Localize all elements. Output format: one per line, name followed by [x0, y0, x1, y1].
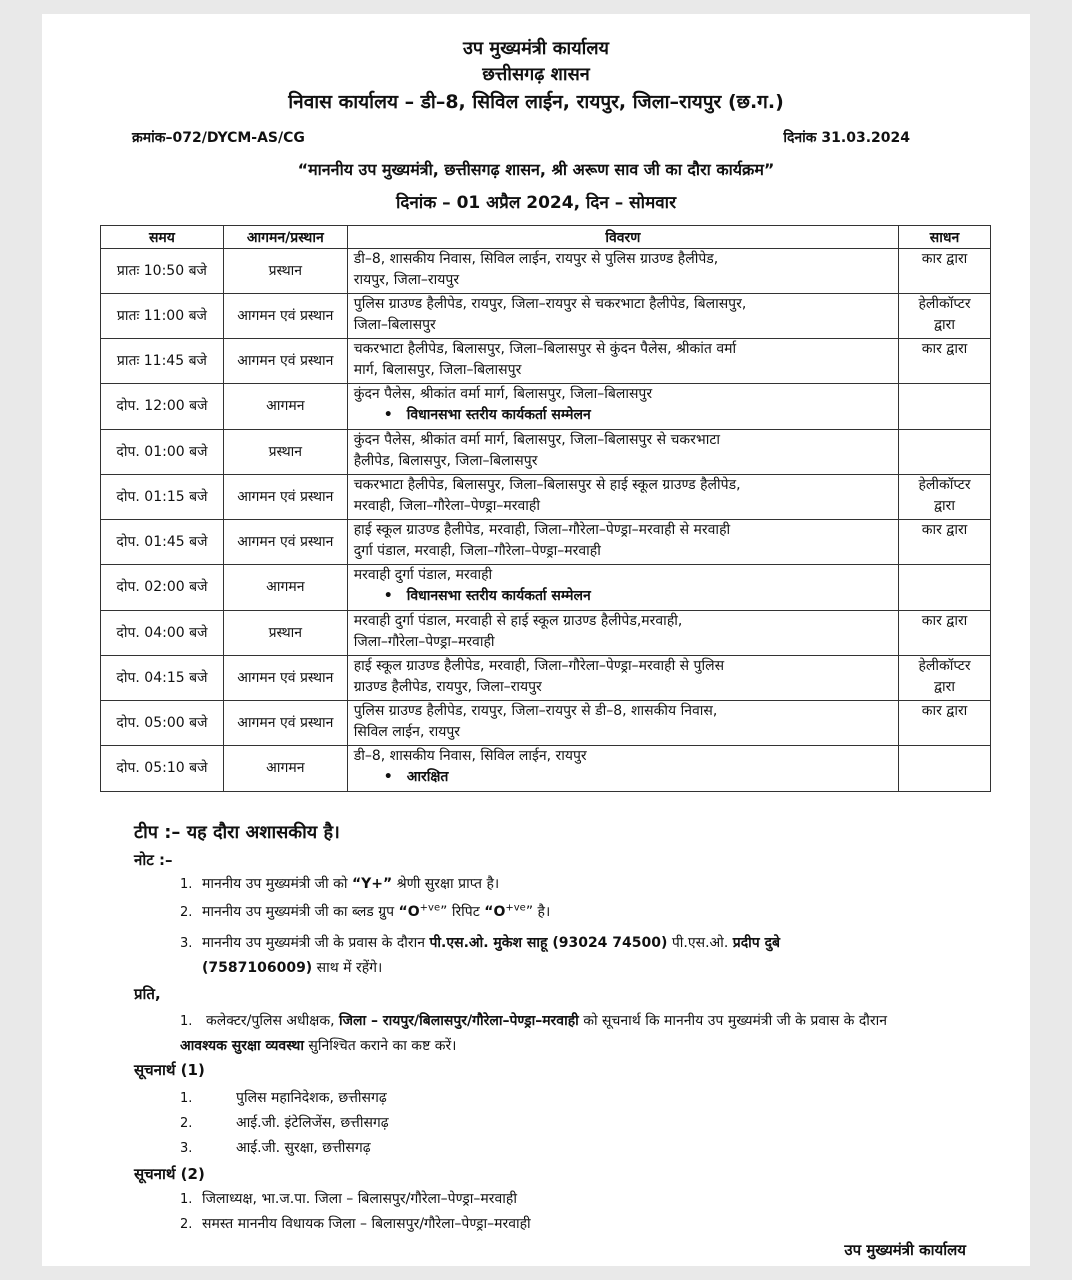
- column-header-mode: साधन: [899, 226, 991, 249]
- details-line: हाई स्कूल ग्राउण्ड हैलीपेड, मरवाही, जिला–गौरेला–पेण्ड्रा–मरवाही से मरवाही: [353, 522, 731, 538]
- details-line: सिविल लाईन, रायपुर: [353, 724, 461, 740]
- reference-row: [132, 128, 910, 147]
- details-line: कुंदन पैलेस, श्रीकांत वर्मा मार्ग, बिलासपुर, जिला–बिलासपुर से चकरभाटा: [353, 432, 720, 448]
- info1-heading: सूचनार्थ (1): [134, 1061, 205, 1079]
- details-line: मार्ग, बिलासपुर, जिला–बिलासपुर: [353, 362, 522, 378]
- mode-cell: [899, 611, 991, 656]
- event-note: • आरक्षित: [354, 767, 894, 788]
- mode-cell: [899, 656, 991, 701]
- time-cell: प्रातः 11:00 बजे: [101, 294, 224, 339]
- note-item: 1. माननीय उप मुख्यमंत्री जी को “Y+” श्रेणी सुरक्षा प्राप्त है।: [180, 876, 500, 892]
- table-row: [101, 475, 991, 520]
- schedule-table: [100, 225, 991, 792]
- mode-line: कार द्वारा: [921, 522, 968, 538]
- table-row: [101, 656, 991, 701]
- table-row: [101, 701, 991, 746]
- reference-number: क्रमांक–072/DYCM-AS/CG: [132, 130, 305, 146]
- column-header-time: समय: [101, 226, 224, 249]
- details-line: मरवाही दुर्गा पंडाल, मरवाही से हाई स्कूल ग्राउण्ड हैलीपेड,मरवाही,: [353, 613, 683, 629]
- mode-cell: [899, 294, 991, 339]
- details-line: हाई स्कूल ग्राउण्ड हैलीपेड, मरवाही, जिला–गौरेला–पेण्ड्रा–मरवाही से पुलिस: [353, 658, 725, 674]
- time-cell: प्रातः 11:45 बजे: [101, 339, 224, 384]
- info1-item: 1. पुलिस महानिदेशक, छत्तीसगढ़: [180, 1090, 387, 1106]
- table-row: [101, 520, 991, 565]
- details-line: मरवाही, जिला–गौरेला–पेण्ड्रा–मरवाही: [353, 498, 540, 514]
- action-cell: आगमन एवं प्रस्थान: [223, 701, 347, 746]
- program-title: “माननीय उप मुख्यमंत्री, छत्तीसगढ़ शासन, श्री अरूण साव जी का दौरा कार्यक्रम”: [297, 160, 775, 179]
- time-cell: दोप. 04:00 बजे: [101, 611, 224, 656]
- info1-item: 3. आई.जी. सुरक्षा, छत्तीसगढ़: [180, 1140, 371, 1156]
- details-cell: [347, 294, 898, 339]
- table-row: [101, 384, 991, 430]
- details-line: चकरभाटा हैलीपेड, बिलासपुर, जिला–बिलासपुर से कुंदन पैलेस, श्रीकांत वर्मा: [353, 341, 737, 357]
- time-cell: दोप. 02:00 बजे: [101, 565, 224, 611]
- mode-cell: [899, 701, 991, 746]
- note-item: 3. माननीय उप मुख्यमंत्री जी के प्रवास के दौरान पी.एस.ओ. मुकेश साहू (93024 74500) पी.एस.ओ. प्रदीप दुबे (7587106009) साथ में रहेंगे।: [180, 935, 781, 976]
- time-cell: दोप. 05:10 बजे: [101, 746, 224, 792]
- action-cell: आगमन: [223, 746, 347, 792]
- copy-to-item: 1. कलेक्टर/पुलिस अधीक्षक, जिला – रायपुर/बिलासपुर/गौरेला–पेण्ड्रा–मरवाही को सूचनार्थ कि माननीय उप मुख्यमंत्री जी के प्रवास के दौरान आवश्यक सुरक्षा व्यवस्था सुनिश्चित कराने का कष्ट करें।: [180, 1013, 888, 1054]
- mode-cell: [899, 339, 991, 384]
- mode-cell: [899, 430, 991, 475]
- details-cell: [347, 520, 898, 565]
- details-line: मरवाही दुर्गा पंडाल, मरवाही: [353, 567, 493, 583]
- details-cell: [347, 746, 898, 792]
- mode-cell: [899, 746, 991, 792]
- column-header-details: विवरण: [347, 226, 898, 249]
- document-page: [42, 14, 1030, 1266]
- table-header-row: [101, 226, 991, 249]
- tip-text: टीप :– यह दौरा अशासकीय है।: [134, 822, 340, 843]
- mode-line: द्वारा: [934, 317, 956, 333]
- action-cell: प्रस्थान: [223, 611, 347, 656]
- table-row: [101, 294, 991, 339]
- event-note: • विधानसभा स्तरीय कार्यकर्ता सम्मेलन: [354, 405, 894, 426]
- details-line: चकरभाटा हैलीपेड, बिलासपुर, जिला–बिलासपुर से हाई स्कूल ग्राउण्ड हैलीपेड,: [353, 477, 741, 493]
- details-line: डी–8, शासकीय निवास, सिविल लाईन, रायपुर: [353, 748, 587, 764]
- table-row: [101, 249, 991, 294]
- mode-line: द्वारा: [934, 679, 956, 695]
- mode-cell: [899, 520, 991, 565]
- details-line: डी–8, शासकीय निवास, सिविल लाईन, रायपुर से पुलिस ग्राउण्ड हैलीपेड,: [353, 251, 719, 267]
- event-note: • विधानसभा स्तरीय कार्यकर्ता सम्मेलन: [354, 586, 894, 607]
- details-cell: [347, 701, 898, 746]
- action-cell: आगमन: [223, 384, 347, 430]
- time-cell: दोप. 04:15 बजे: [101, 656, 224, 701]
- mode-line: कार द्वारा: [921, 341, 968, 357]
- action-cell: आगमन एवं प्रस्थान: [223, 475, 347, 520]
- details-line: दुर्गा पंडाल, मरवाही, जिला–गौरेला–पेण्ड्रा–मरवाही: [353, 543, 601, 559]
- action-cell: आगमन: [223, 565, 347, 611]
- table-row: [101, 430, 991, 475]
- table-row: [101, 746, 991, 792]
- details-cell: [347, 611, 898, 656]
- details-cell: [347, 249, 898, 294]
- time-cell: दोप. 05:00 बजे: [101, 701, 224, 746]
- time-cell: दोप. 12:00 बजे: [101, 384, 224, 430]
- details-cell: [347, 475, 898, 520]
- details-cell: [347, 656, 898, 701]
- info2-item: 1. जिलाध्यक्ष, भा.ज.पा. जिला – बिलासपुर/गौरेला–पेण्ड्रा–मरवाही: [180, 1191, 517, 1207]
- table-row: [101, 611, 991, 656]
- info1-item: 2. आई.जी. इंटेलिजेंस, छत्तीसगढ़: [180, 1115, 389, 1131]
- details-line: पुलिस ग्राउण्ड हैलीपेड, रायपुर, जिला–रायपुर से डी–8, शासकीय निवास,: [353, 703, 718, 719]
- details-line: कुंदन पैलेस, श्रीकांत वर्मा मार्ग, बिलासपुर, जिला–बिलासपुर: [353, 386, 653, 402]
- mode-line: कार द्वारा: [921, 251, 968, 267]
- program-date: दिनांक – 01 अप्रैल 2024, दिन – सोमवार: [395, 193, 677, 213]
- note-item: 2. माननीय उप मुख्यमंत्री जी का ब्लड ग्रुप “$O^{+ve}$” रिपिट “$O^{+ve}$” है।: [180, 902, 551, 920]
- mode-line: हेलीकॉप्टर: [918, 477, 971, 493]
- action-cell: आगमन एवं प्रस्थान: [223, 339, 347, 384]
- time-cell: दोप. 01:15 बजे: [101, 475, 224, 520]
- mode-line: कार द्वारा: [921, 703, 968, 719]
- table-row: [101, 339, 991, 384]
- column-header-action: आगमन/प्रस्थान: [223, 226, 347, 249]
- government-title: छत्तीसगढ़ शासन: [482, 64, 590, 85]
- action-cell: आगमन एवं प्रस्थान: [223, 520, 347, 565]
- office-address: निवास कार्यालय – डी–8, सिविल लाईन, रायपुर, जिला–रायपुर (छ.ग.): [288, 91, 784, 113]
- mode-line: हेलीकॉप्टर: [918, 296, 971, 312]
- mode-cell: [899, 475, 991, 520]
- note-heading: नोट :–: [134, 851, 173, 869]
- action-cell: प्रस्थान: [223, 430, 347, 475]
- table-row: [101, 565, 991, 611]
- details-line: रायपुर, जिला–रायपुर: [353, 272, 460, 288]
- copy-to-heading: प्रति,: [134, 985, 161, 1003]
- info2-item: 2. समस्त माननीय विधायक जिला – बिलासपुर/गौरेला–पेण्ड्रा–मरवाही: [180, 1216, 531, 1232]
- info2-heading: सूचनार्थ (2): [134, 1165, 205, 1183]
- mode-line: कार द्वारा: [921, 613, 968, 629]
- mode-cell: [899, 249, 991, 294]
- mode-line: द्वारा: [934, 498, 956, 514]
- details-cell: [347, 384, 898, 430]
- details-cell: [347, 339, 898, 384]
- details-line: पुलिस ग्राउण्ड हैलीपेड, रायपुर, जिला–रायपुर से चकरभाटा हैलीपेड, बिलासपुर,: [353, 296, 747, 312]
- letter-date: दिनांक 31.03.2024: [783, 130, 910, 146]
- action-cell: आगमन एवं प्रस्थान: [223, 656, 347, 701]
- time-cell: दोप. 01:00 बजे: [101, 430, 224, 475]
- details-line: ग्राउण्ड हैलीपेड, रायपुर, जिला–रायपुर: [353, 679, 542, 695]
- mode-cell: [899, 565, 991, 611]
- details-line: जिला–गौरेला–पेण्ड्रा–मरवाही: [353, 634, 495, 650]
- signature-office: उप मुख्यमंत्री कार्यालय: [844, 1241, 966, 1259]
- details-line: जिला–बिलासपुर: [353, 317, 436, 333]
- office-title: उप मुख्यमंत्री कार्यालय: [463, 38, 609, 59]
- time-cell: प्रातः 10:50 बजे: [101, 249, 224, 294]
- time-cell: दोप. 01:45 बजे: [101, 520, 224, 565]
- details-line: हैलीपेड, बिलासपुर, जिला–बिलासपुर: [353, 453, 538, 469]
- action-cell: प्रस्थान: [223, 249, 347, 294]
- action-cell: आगमन एवं प्रस्थान: [223, 294, 347, 339]
- mode-line: हेलीकॉप्टर: [918, 658, 971, 674]
- details-cell: [347, 565, 898, 611]
- details-cell: [347, 430, 898, 475]
- mode-cell: [899, 384, 991, 430]
